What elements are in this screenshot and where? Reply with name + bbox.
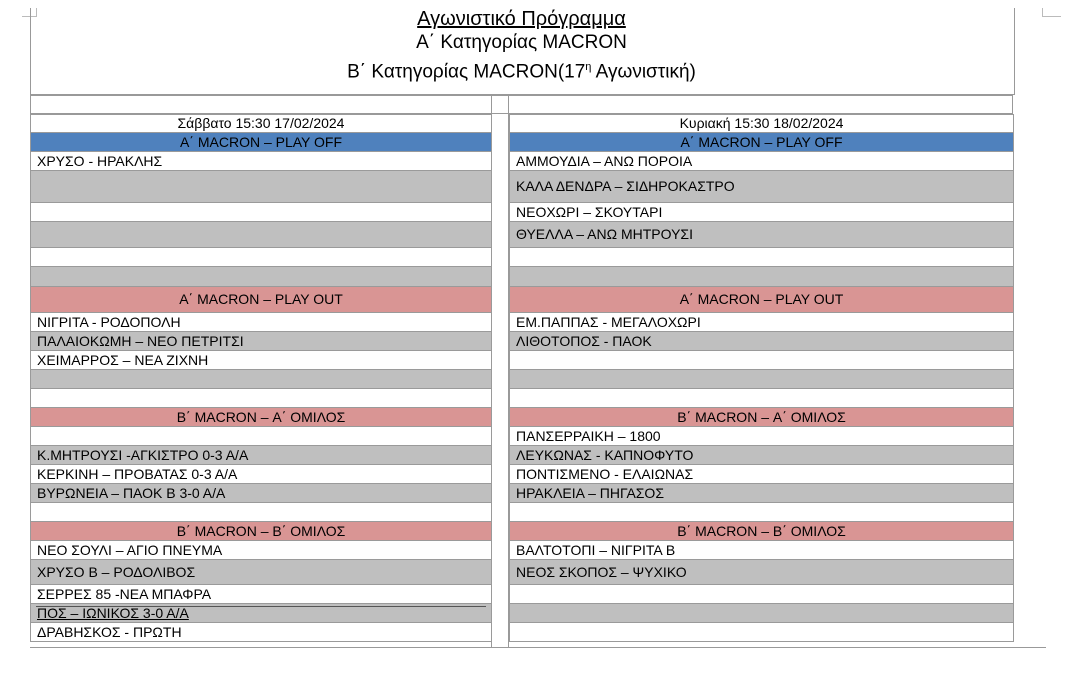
match-row [30,541,492,560]
match-row [30,484,492,503]
match-row [509,623,1014,642]
match-text: ΚΕΡΚΙΝΗ – ΠΡΟΒΑΤΑΣ 0-3 Α/Α [37,465,238,482]
underline-rule [36,606,486,607]
match-text: ΕΜ.ΠΑΠΠΑΣ - ΜΕΓΑΛΟΧΩΡΙ [516,313,701,330]
left-section-header-3: Β΄ MACRON – Β΄ ΟΜΙΛΟΣ [30,522,492,541]
match-row [509,604,1014,623]
right-section-header-2: Β΄ MACRON – Α΄ ΟΜΙΛΟΣ [509,408,1014,427]
match-row [509,313,1014,332]
match-text: ΣΕΡΡΕΣ 85 -ΝΕΑ ΜΠΑΦΡΑ [37,585,212,602]
match-text: ΗΡΑΚΛΕΙΑ – ΠΗΓΑΣΟΣ [516,484,664,501]
match-text: ΑΜΜΟΥΔΙΑ – ΑΝΩ ΠΟΡΟΙΑ [516,152,693,169]
match-row [509,203,1014,222]
match-row [30,465,492,484]
match-row [30,248,492,267]
match-row [30,152,492,171]
sunday-column [509,114,1014,642]
page-title: Αγωνιστικό Πρόγραμμα [417,8,626,30]
match-text: ΠΑΛΑΙΟΚΩΜΗ – ΝΕΟ ΠΕΤΡΙΤΣΙ [37,332,244,349]
match-row [509,465,1014,484]
match-text: ΝΙΓΡΙΤΑ - ΡΟΔΟΠΟΛΗ [37,313,181,330]
match-text: Κ.ΜΗΤΡΟΥΣΙ -ΑΓΚΙΣΤΡΟ 0-3 Α/Α [37,446,249,463]
match-text: ΠΟΣ – ΙΩΝΙΚΟΣ 3-0 Α/Α [37,604,189,621]
match-row [30,222,492,248]
left-section-header-0: Α΄ MACRON – PLAY OFF [30,133,492,152]
match-row [509,351,1014,370]
match-row [30,560,492,585]
match-row [30,427,492,446]
match-row [30,203,492,222]
match-row [509,427,1014,446]
subtitle-b-sup: η [585,61,592,73]
subtitle-a: Α΄ Κατηγορίας MACRON [416,32,627,53]
match-text: ΝΕΟ ΣΟΥΛΙ – ΑΓΙΟ ΠΝΕΥΜΑ [37,541,223,558]
match-row [30,623,492,642]
spacer-row [30,95,1013,114]
subtitle-b-pre: Β΄ Κατηγορίας MACRON(17 [347,61,586,83]
column-gutter [491,95,509,647]
right-section-header-3: Β΄ MACRON – Β΄ ΟΜΙΛΟΣ [509,522,1014,541]
match-row [509,171,1014,203]
right-section-header-1: Α΄ MACRON – PLAY OUT [509,287,1014,313]
right-section-header-0: Α΄ MACRON – PLAY OFF [509,133,1014,152]
match-text: ΠΑΝΣΕΡΡΑΙΚΗ – 1800 [516,427,661,444]
match-row [509,389,1014,408]
match-text: ΔΡΑΒΗΣΚΟΣ - ΠΡΩΤΗ [37,623,182,640]
match-row [509,484,1014,503]
match-text: ΧΡΥΣΟ - ΗΡΑΚΛΗΣ [37,152,163,169]
match-row [509,152,1014,171]
match-text: ΛΕΥΚΩΝΑΣ - ΚΑΠΝΟΦΥΤΟ [516,446,694,463]
match-row [509,446,1014,465]
match-row [30,370,492,389]
left-section-header-1: Α΄ MACRON – PLAY OUT [30,287,492,313]
match-row [509,541,1014,560]
left-date: Σάββατο 15:30 17/02/2024 [30,114,492,133]
match-text: ΒΑΛΤΟΤΟΠΙ – ΝΙΓΡΙΤΑ Β [516,541,676,558]
match-row [30,332,492,351]
match-text: ΘΥΕΛΛΑ – ΑΝΩ ΜΗΤΡΟΥΣΙ [516,226,693,242]
match-row [509,248,1014,267]
match-text: ΝΕΟΧΩΡΙ – ΣΚΟΥΤΑΡΙ [516,203,663,220]
match-text: ΠΟΝΤΙΣΜΕΝΟ - ΕΛΑΙΩΝΑΣ [516,465,694,482]
match-text: ΧΕΙΜΑΡΡΟΣ – ΝΕΑ ΖΙΧΝΗ [37,351,209,368]
subtitle-b [30,55,1013,84]
match-row [30,313,492,332]
bottom-rule [30,647,1046,648]
match-row [509,222,1014,248]
match-row [509,370,1014,389]
corner-mark-right [1042,8,1061,17]
match-row [30,446,492,465]
match-row [30,503,492,522]
match-row [30,171,492,203]
match-text: ΛΙΘΟΤΟΠΟΣ - ΠΑΟΚ [516,332,652,349]
match-row [509,560,1014,585]
saturday-column [30,114,492,642]
match-row [30,389,492,408]
left-section-header-2: Β΄ MACRON – Α΄ ΟΜΙΛΟΣ [30,408,492,427]
match-text: ΚΑΛΑ ΔΕΝΔΡΑ – ΣΙΔΗΡΟΚΑΣΤΡΟ [516,178,735,194]
match-text: ΒΥΡΩΝΕΙΑ – ΠΑΟΚ Β 3-0 Α/Α [37,484,226,501]
subtitle-b-post: Αγωνιστική) [591,61,696,83]
right-date: Κυριακή 15:30 18/02/2024 [509,114,1014,133]
match-text: ΝΕΟΣ ΣΚΟΠΟΣ – ΨΥΧΙΚΟ [516,563,687,580]
match-row [30,267,492,287]
title-block [30,8,1013,84]
match-text: ΧΡΥΣΟ Β – ΡΟΔΟΛΙΒΟΣ [37,563,196,580]
match-row [30,351,492,370]
match-row [30,585,492,604]
match-row [509,267,1014,287]
match-row [509,503,1014,522]
match-row [509,332,1014,351]
match-row [509,585,1014,604]
